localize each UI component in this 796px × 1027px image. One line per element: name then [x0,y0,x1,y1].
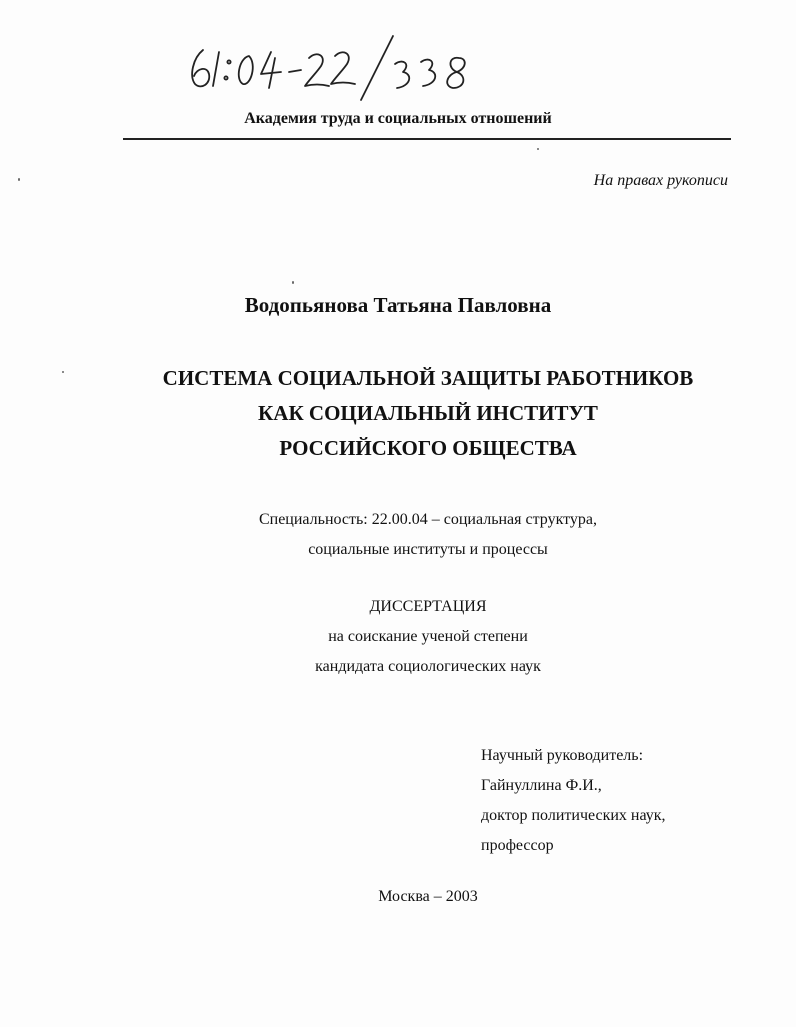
scan-speck [18,178,20,181]
degree-line: ДИССЕРТАЦИЯ [369,598,487,615]
title-line: СИСТЕМА СОЦИАЛЬНОЙ ЗАЩИТЫ РАБОТНИКОВ [162,366,694,390]
scan-speck [62,371,64,373]
institution-name: Академия труда и социальных отношений [244,110,552,127]
header-divider [123,138,731,140]
specialty-block [0,505,796,565]
author-name: Водопьянова Татьяна Павловна [244,293,552,317]
scan-speck [537,148,539,150]
specialty-line: социальные институты и процессы [308,541,548,558]
supervisor-block [481,741,666,861]
degree-line: на соискание ученой степени [328,628,528,645]
manuscript-note: На правах рукописи [593,172,728,189]
degree-block [0,592,796,682]
supervisor-line: Научный руководитель: [481,747,644,764]
supervisor-line: Гайнуллина Ф.И., [481,777,602,794]
title-line: РОССИЙСКОГО ОБЩЕСТВА [279,436,577,460]
dissertation-title [0,361,796,466]
degree-line: кандидата социологических наук [315,658,541,675]
title-line: КАК СОЦИАЛЬНЫЙ ИНСТИТУТ [258,401,598,425]
handwritten-catalog-number [185,28,495,108]
scan-speck [292,281,294,284]
city-year: Москва – 2003 [378,888,478,905]
supervisor-line: доктор политических наук, [481,807,666,824]
specialty-line: Специальность: 22.00.04 – социальная структура, [258,511,598,528]
handwritten-catalog-number-drawing [185,28,495,108]
supervisor-line: профессор [481,837,554,854]
